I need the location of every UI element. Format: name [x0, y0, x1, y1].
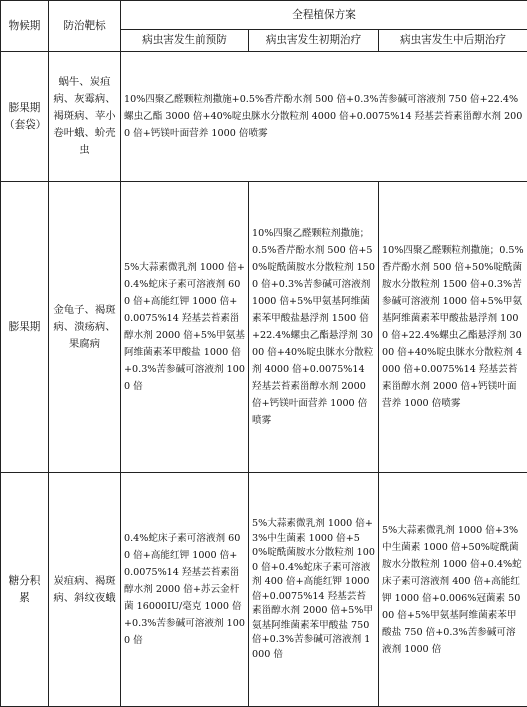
header-row-1	[1, 1, 527, 30]
early-treatment-cell: 10%四聚乙醛颗粒剂撒施；0.5%香芹酚水剂 500 倍+50%啶酰菌胺水分散粒剂 1500 倍+0.3%苦参碱可溶液剂 1000 倍+5%甲氨基阿维菌素苯甲酸盐悬浮剂 1500 倍+22.4%螺虫乙酯悬浮剂 3000 倍+40%啶虫脒水分散粒剂 4000 倍+0.0075%14 羟基芸苔素甾醇水剂 2000 倍+钙镁叶面营养 1000 倍喷雾	[249, 182, 379, 473]
target-cell: 金龟子、褐斑病、溃疡病、果腐病	[49, 182, 121, 473]
target-cell: 蜗牛、炭疽病、灰霉病、褐斑病、苹小卷叶蛾、蚧壳虫	[49, 52, 121, 182]
target-column-header: 防治靶标	[49, 1, 121, 52]
early-treatment-cell: 5%大蒜素微乳剂 1000 倍+3%中生菌素 1000 倍+50%啶酰菌胺水分散粒剂 1000 倍+0.4%蛇床子素可溶液剂 400 倍+高能红钾 1000 倍+0.0075%14 羟基芸苔素甾醇水剂 2000 倍+5%甲氨基阿维菌素苯甲酸盐 750 倍+0.3%苦参碱可溶液剂 1000 倍	[249, 473, 379, 707]
prevention-cell: 5%大蒜素微乳剂 1000 倍+0.4%蛇床子素可溶液剂 600 倍+高能红钾 1000 倍+0.0075%14 羟基芸苔素甾醇水剂 2000 倍+5%甲氨基阿维菌素苯甲酸盐 1000 倍+0.3%苦参碱可溶液剂 1000 倍	[121, 182, 249, 473]
table-row	[1, 473, 527, 707]
late-treatment-column-header: 病虫害发生中后期治疗	[379, 30, 527, 52]
merged-plan-cell: 10%四聚乙醛颗粒剂撒施+0.5%香芹酚水剂 500 倍+0.3%苦参碱可溶液剂 750 倍+22.4%螺虫乙酯 3000 倍+40%啶虫脒水分散粒剂 4000 倍+0.0075%14 羟基芸苔素甾醇水剂 2000 倍+钙镁叶面营养 1000 倍喷雾	[121, 52, 527, 182]
stage-cell: 膨果期	[1, 182, 49, 473]
table-row	[1, 182, 527, 473]
late-treatment-cell: 5%大蒜素微乳剂 1000 倍+3%中生菌素 1000 倍+50%啶酰菌胺水分散粒剂 1000 倍+0.4%蛇床子素可溶液剂 400 倍+高能红钾 1000 倍+0.006%冠菌素 5000 倍+5%甲氨基阿维菌素苯甲酸盐 750 倍+0.3%苦参碱可溶液剂 1000 倍	[379, 473, 527, 707]
prevention-column-header: 病虫害发生前预防	[121, 30, 249, 52]
stage-cell: 糖分积累	[1, 473, 49, 707]
stage-column-header: 物候期	[1, 1, 49, 52]
stage-cell: 膨果期（套袋）	[1, 52, 49, 182]
prevention-cell: 0.4%蛇床子素可溶液剂 600 倍+高能红钾 1000 倍+0.0075%14 羟基芸苔素甾醇水剂 2000 倍+苏云金杆菌 16000IU/毫克 1000 倍+0.3%苦参碱可溶液剂 1000 倍	[121, 473, 249, 707]
plan-group-header: 全程植保方案	[121, 1, 527, 30]
table-row	[1, 52, 527, 182]
early-treatment-column-header: 病虫害发生初期治疗	[249, 30, 379, 52]
late-treatment-cell: 10%四聚乙醛颗粒剂撒施；0.5%香芹酚水剂 500 倍+50%啶酰菌胺水分散粒剂 1500 倍+0.3%苦参碱可溶液剂 1000 倍+5%甲氨基阿维菌素苯甲酸盐悬浮剂 1000 倍+22.4%螺虫乙酯悬浮剂 3000 倍+40%啶虫脒水分散粒剂 4000 倍+0.0075%14 羟基芸苔素甾醇水剂 2000 倍+钙镁叶面营养 1000 倍喷雾	[379, 182, 527, 473]
target-cell: 炭疽病、褐斑病、斜纹夜蛾	[49, 473, 121, 707]
